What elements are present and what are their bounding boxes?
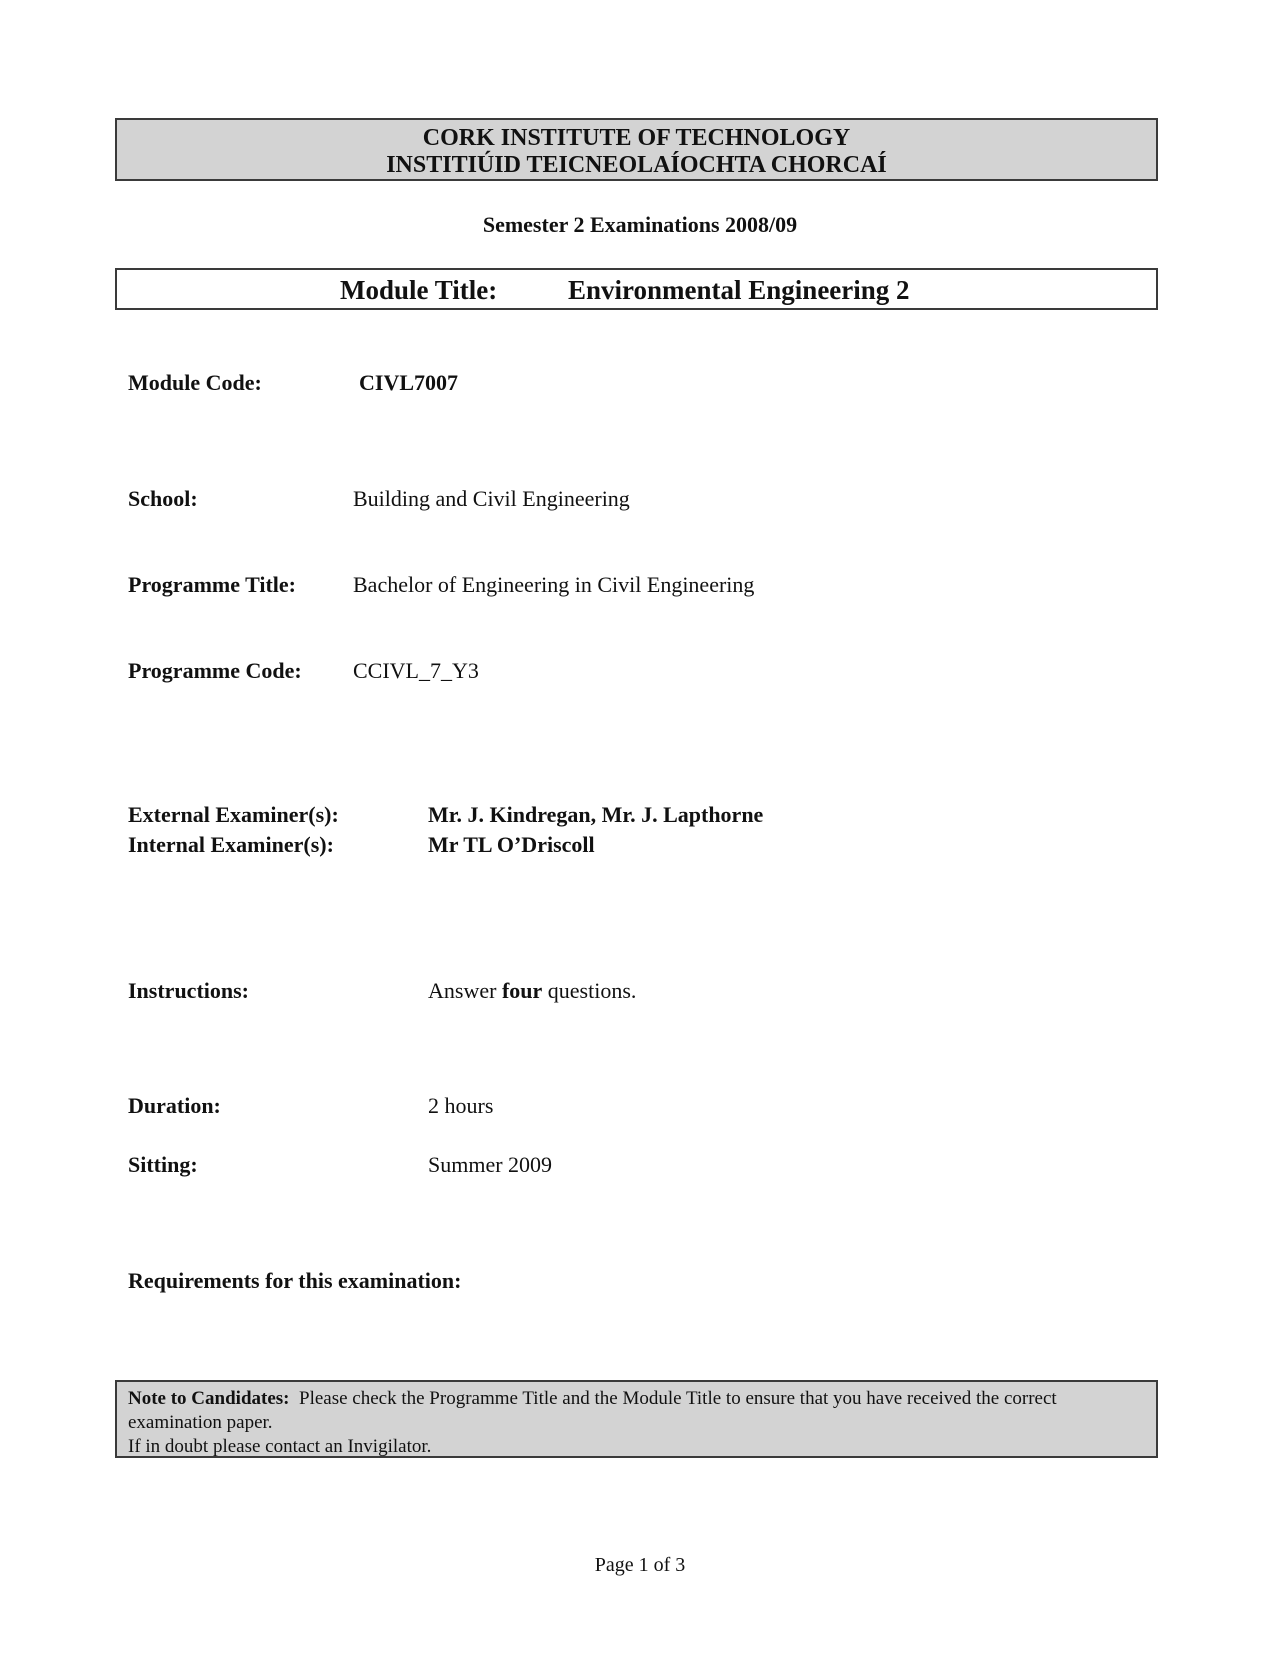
school-label: School: (128, 486, 198, 511)
module-title-label: Module Title: (340, 275, 498, 305)
note-label: Note to Candidates: (128, 1388, 290, 1409)
page-number: Page 1 of 3 (594, 1554, 686, 1576)
note-to-candidates (115, 1380, 1158, 1458)
programme-code-value: CCIVL_7_Y3 (353, 658, 479, 683)
instructions-emphasis: four (501, 978, 543, 1003)
note-text: Please check the Programme Title and the Module Title to ensure that you have received the correct examination paper. (128, 1388, 1062, 1433)
institution-name-english: CORK INSTITUTE OF TECHNOLOGY (422, 125, 851, 151)
module-code-label: Module Code: (128, 370, 262, 395)
instructions-text-end: questions. (542, 978, 637, 1003)
institution-header (115, 118, 1158, 181)
module-title-value: Environmental Engineering 2 (568, 275, 910, 305)
sitting-label: Sitting: (128, 1152, 198, 1177)
external-examiners-label: External Examiner(s): (128, 802, 339, 827)
instructions-text-start: Answer (428, 978, 502, 1003)
internal-examiners-value: Mr TL O’Driscoll (428, 832, 595, 857)
internal-examiners-label: Internal Examiner(s): (128, 832, 334, 857)
note-line (128, 1387, 1145, 1435)
programme-title-value: Bachelor of Engineering in Civil Engineering (353, 572, 755, 597)
instructions-value (428, 978, 636, 1004)
sitting-value: Summer 2009 (428, 1152, 553, 1177)
programme-code-label: Programme Code: (128, 658, 302, 683)
programme-title-label: Programme Title: (128, 572, 297, 597)
school-value: Building and Civil Engineering (353, 486, 630, 511)
module-code-value: CIVL7007 (359, 370, 459, 395)
duration-value: 2 hours (428, 1093, 494, 1118)
semester-heading: Semester 2 Examinations 2008/09 (482, 212, 798, 237)
note-invigilator-text: If in doubt please contact an Invigilator. (128, 1436, 432, 1457)
duration-label: Duration: (128, 1093, 221, 1118)
module-title-box (115, 268, 1158, 310)
external-examiners-value: Mr. J. Kindregan, Mr. J. Lapthorne (428, 802, 764, 827)
instructions-label: Instructions: (128, 978, 250, 1003)
institution-name-irish: INSTITIÚID TEICNEOLAÍOCHTA CHORCAÍ (386, 152, 887, 178)
requirements-label: Requirements for this examination: (128, 1268, 462, 1293)
